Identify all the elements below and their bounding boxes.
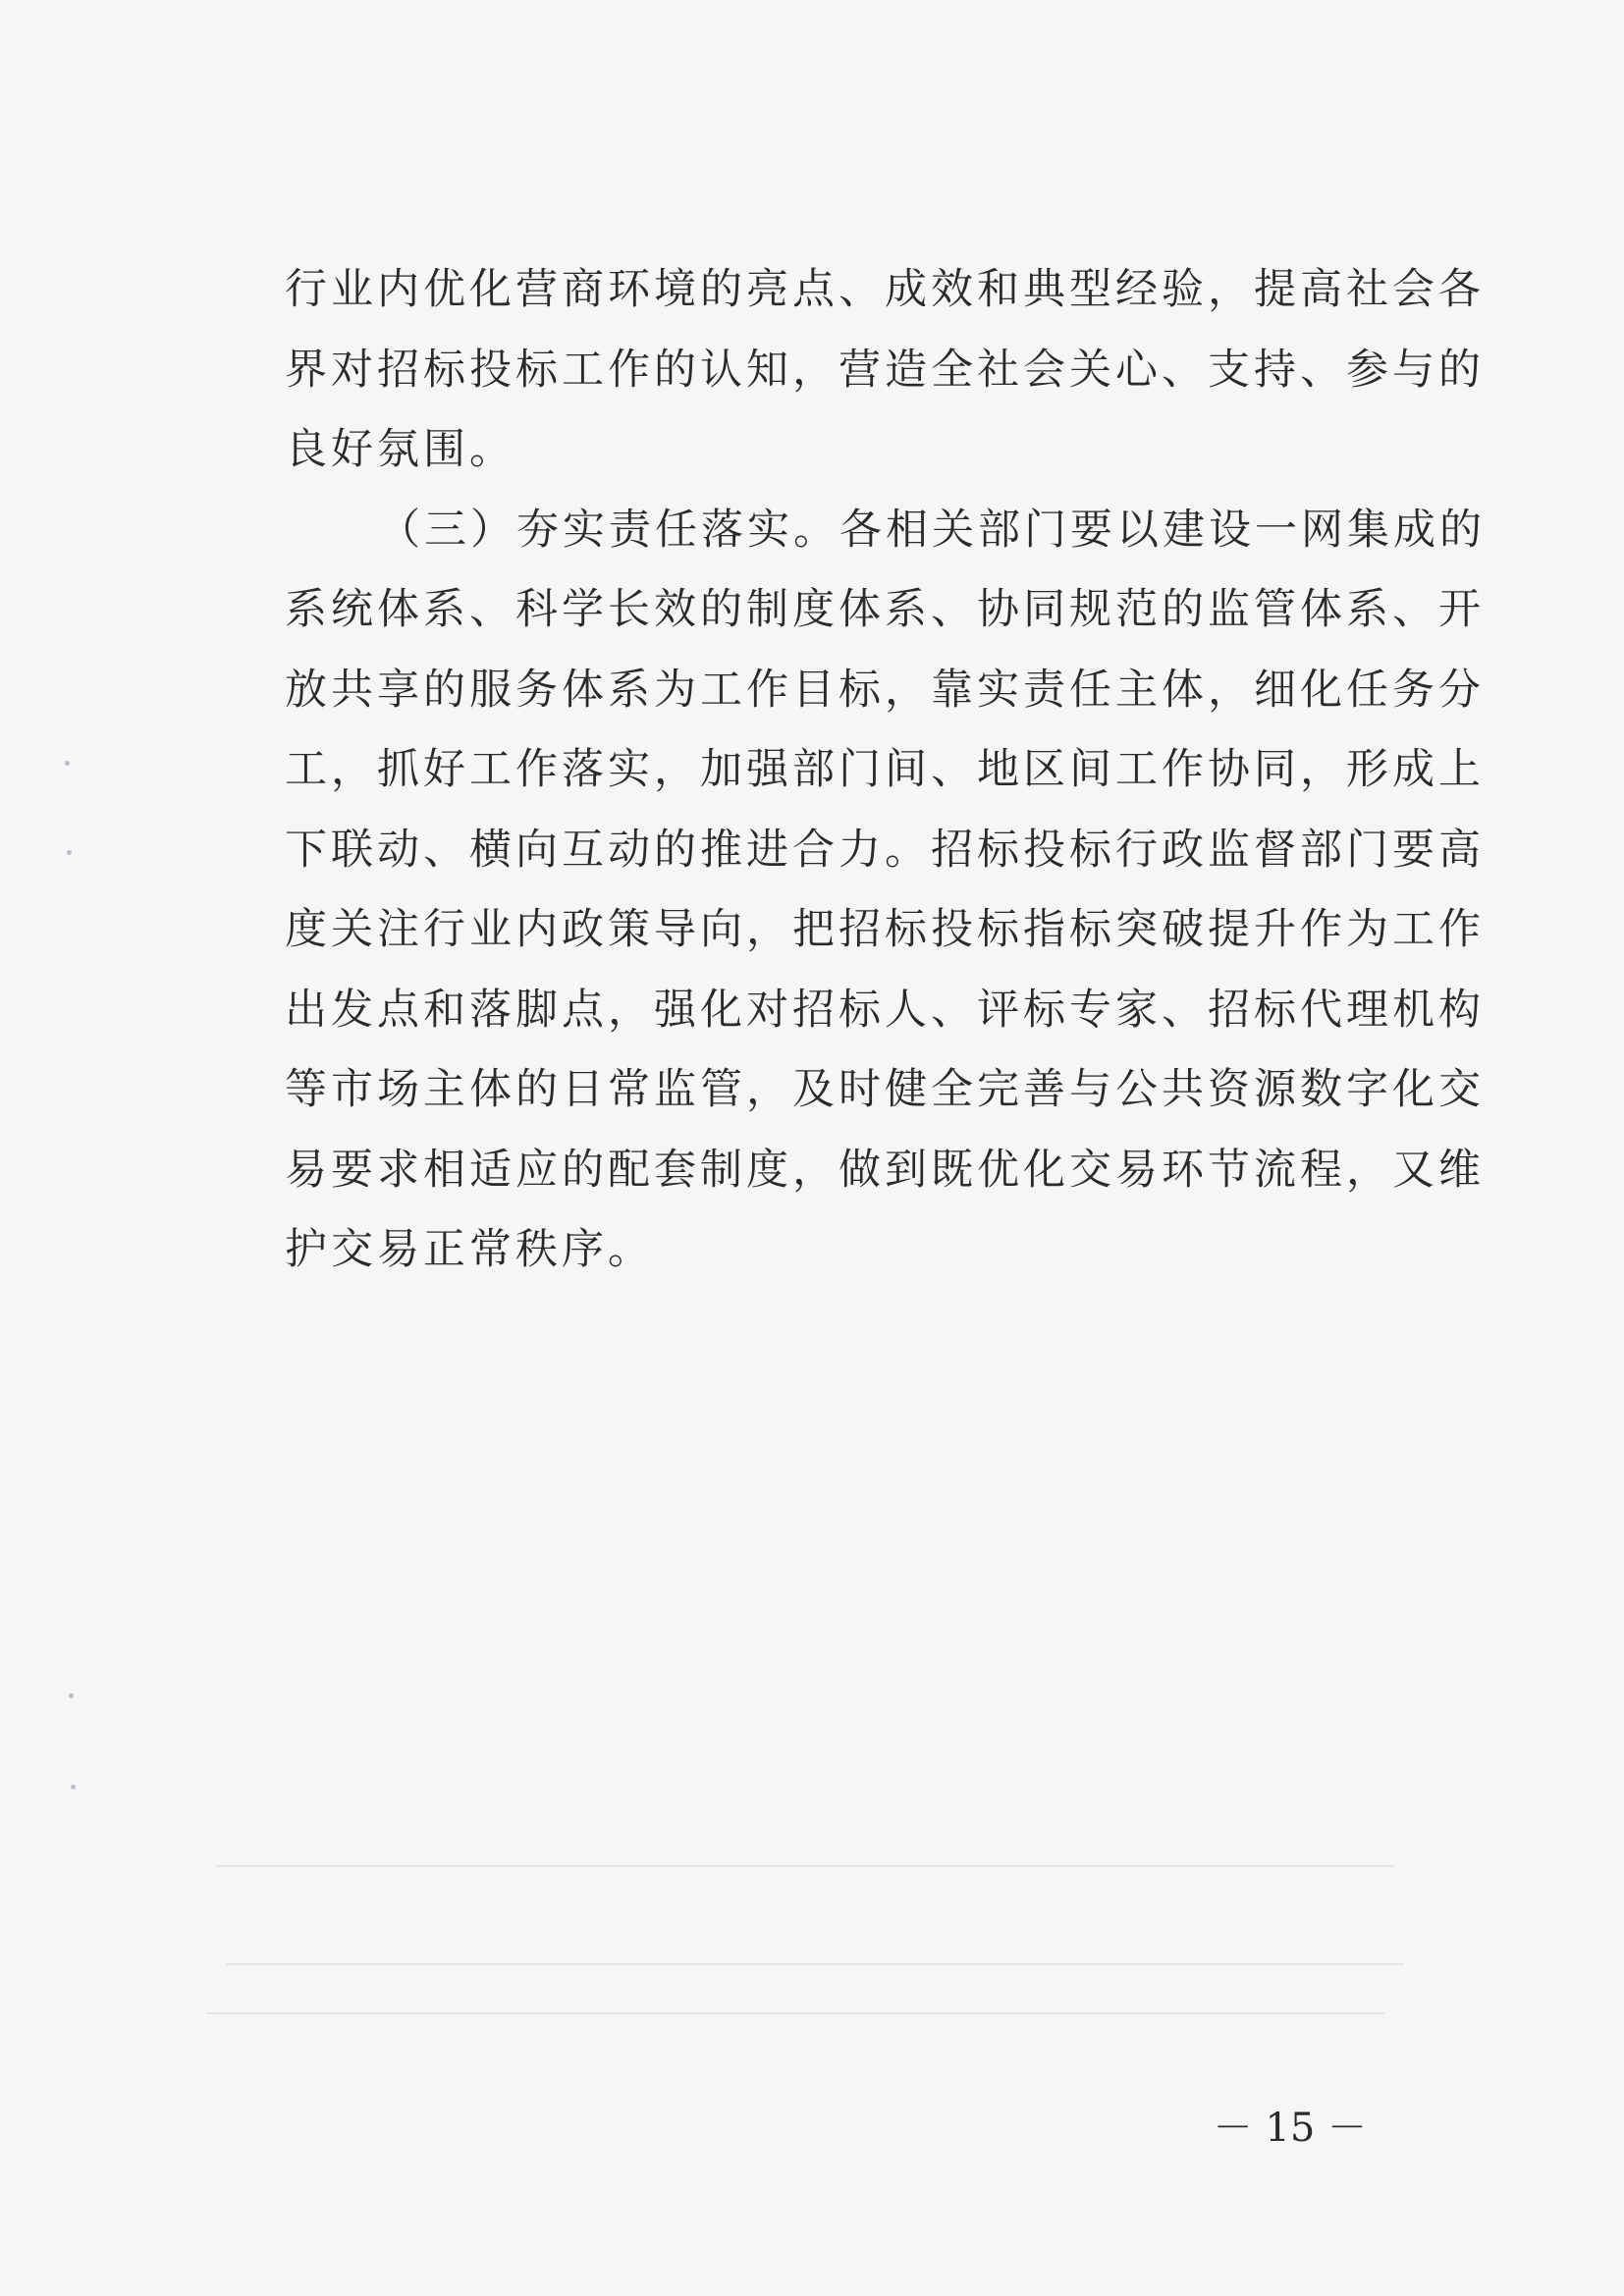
text-line: 界对招标投标工作的认知，营造全社会关心、支持、参与的 xyxy=(285,345,1485,395)
text-line: 工，抓好工作落实，加强部门间、地区间工作协同，形成上 xyxy=(285,745,1485,794)
scan-speck xyxy=(67,850,72,855)
text-line: 度关注行业内政策导向，把招标投标指标突破提升作为工作 xyxy=(285,905,1485,954)
text-line: 下联动、横向互动的推进合力。招标投标行政监督部门要高 xyxy=(285,825,1485,875)
scan-speck xyxy=(65,761,70,766)
section-heading-line: （三）夯实责任落实。各相关部门要以建设一网集成的 xyxy=(378,505,1486,555)
body-text xyxy=(285,250,1486,1291)
page-number: － 15 － xyxy=(1213,2106,1367,2151)
text-line: 系统体系、科学长效的制度体系、协同规范的监管体系、开 xyxy=(285,585,1485,634)
scan-speck xyxy=(69,1693,74,1698)
scan-artifact-line xyxy=(206,2012,1384,2014)
scan-speck xyxy=(71,1785,76,1789)
text-line: 护交易正常秩序。 xyxy=(285,1225,654,1274)
scan-artifact-line xyxy=(226,1963,1404,1965)
text-line: 易要求相适应的配套制度，做到既优化交易环节流程，又维 xyxy=(285,1145,1485,1195)
text-line: 行业内优化营商环境的亮点、成效和典型经验，提高社会各 xyxy=(285,265,1485,314)
text-line: 放共享的服务体系为工作目标，靠实责任主体，细化任务分 xyxy=(285,665,1485,715)
scan-artifact-line xyxy=(216,1865,1394,1867)
text-line: 出发点和落脚点，强化对招标人、评标专家、招标代理机构 xyxy=(285,985,1485,1035)
text-line: 良好氛围。 xyxy=(285,425,515,474)
text-line: 等市场主体的日常监管，及时健全完善与公共资源数字化交 xyxy=(285,1065,1485,1114)
